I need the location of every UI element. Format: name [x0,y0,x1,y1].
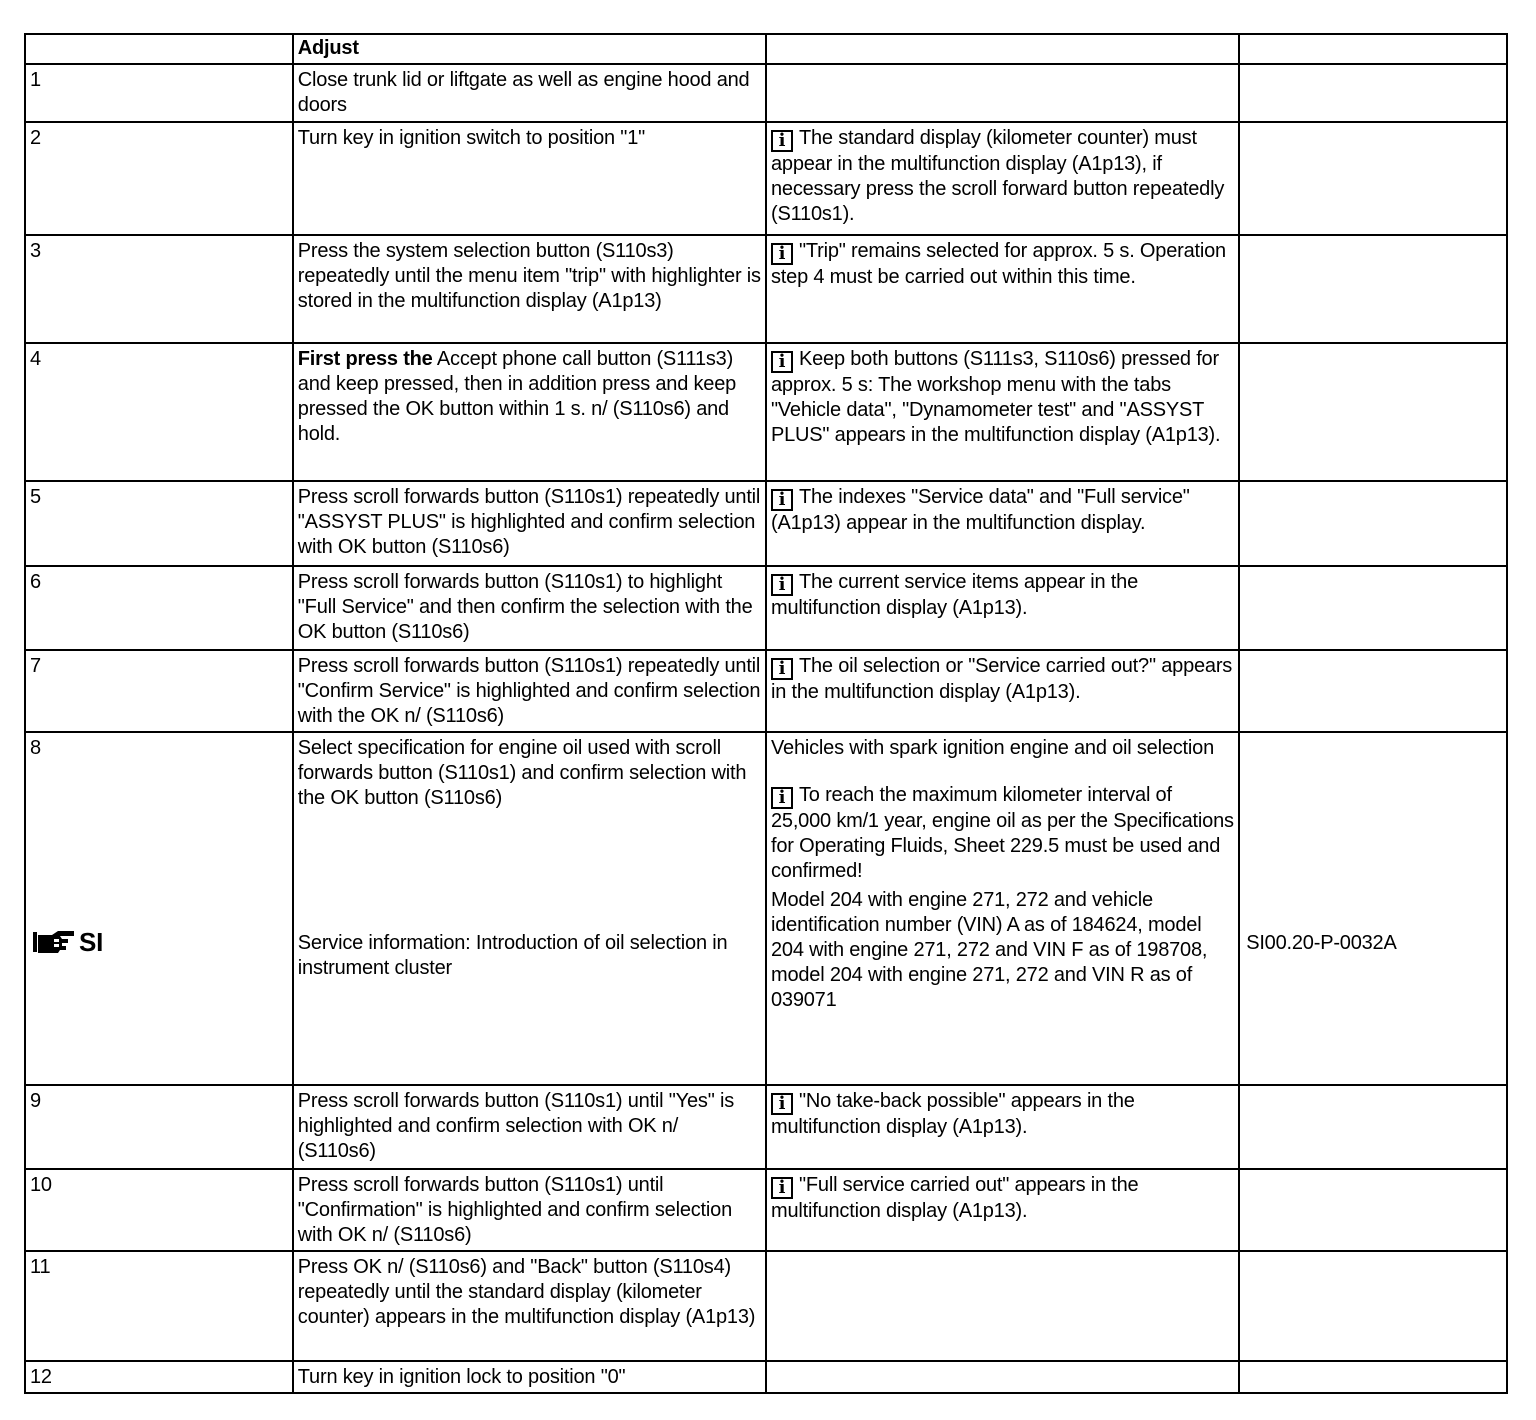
step-note [766,650,1239,732]
step-action: Press scroll forwards button (S110s1) to highlight "Full Service" and then confirm the selection with the OK button (S110s6) [293,566,766,650]
note-text: The standard display (kilometer counter) must appear in the multifunction display (A1p13), if necessary press the scroll forward button repeatedly (S110s1). [770,127,1225,225]
step-note [766,1251,1239,1361]
si-label: SI [79,927,104,957]
step-action: Turn key in ignition lock to position "0" [293,1361,766,1393]
step-note [766,732,1239,1085]
table-row [25,732,1507,1085]
step-reference [1239,650,1507,732]
table-row [25,650,1507,732]
note-text: "Trip" remains selected for approx. 5 s. Operation step 4 must be carried out within this time. [770,240,1226,288]
table-row [25,1251,1507,1361]
step-action-text: Accept phone call button (S111s3) and keep pressed, then in addition press and keep pressed the OK button within 1 s. n/ (S110s6) and hold. [297,348,737,445]
table-row [25,1361,1507,1393]
step-number: 6 [25,566,293,650]
step-note [766,481,1239,566]
step-action: Press OK n/ (S110s6) and "Back" button (S110s4) repeatedly until the standard display (kilometer counter) appears in the multifunction display (A1p13) [293,1251,766,1361]
info-icon: i [771,489,793,511]
step-action-text: Select specification for engine oil used with scroll forwards button (S110s1) and confirm selection with the OK button (S110s6) [297,737,747,809]
info-icon: i [771,130,793,152]
step-reference [1239,1361,1507,1393]
header-cell-step [25,34,293,64]
table-row [25,64,1507,122]
table-row [25,566,1507,650]
note-intro: Vehicles with spark ignition engine and oil selection [770,737,1214,759]
procedure-document [24,33,1508,1394]
step-note [766,235,1239,343]
step-number: 3 [25,235,293,343]
note-text: "Full service carried out" appears in the multifunction display (A1p13). [770,1174,1139,1222]
service-information-link[interactable] [32,929,103,955]
note-text: To reach the maximum kilometer interval of 25,000 km/1 year, engine oil as per the Specifications for Operating Fluids, Sheet 229.5 must be used and confirmed! [770,784,1234,882]
step-reference [1239,1169,1507,1251]
step-number: 8 [30,737,41,759]
step-reference [1239,1085,1507,1169]
step-action: Turn key in ignition switch to position "1" [293,122,766,235]
table-header-row [25,34,1507,64]
step-reference [1239,122,1507,235]
info-icon: i [771,351,793,373]
step-note [766,1361,1239,1393]
step-action: Press the system selection button (S110s3) repeatedly until the menu item "trip" with highlighter is stored in the multifunction display (A1p13) [293,235,766,343]
table-row [25,122,1507,235]
table-row [25,1085,1507,1169]
info-icon: i [771,787,793,809]
table-row [25,343,1507,481]
step-note [766,1085,1239,1169]
step-number: 7 [25,650,293,732]
si-action-text: Service information: Introduction of oil selection in instrument cluster [297,932,728,979]
si-reference-link[interactable]: SI00.20-P-0032A [1246,932,1397,954]
step-number: 4 [25,343,293,481]
step-number: 12 [25,1361,293,1393]
step-note [766,64,1239,122]
si-note-text: Model 204 with engine 271, 272 and vehicle identification number (VIN) A as of 184624, model 204 with engine 271, 272 and VIN F as of 198708, [770,889,1208,961]
step-action [293,732,766,1085]
step-reference [1239,481,1507,566]
table-row [25,481,1507,566]
step-number-cell [25,732,293,1085]
info-icon: i [771,1093,793,1115]
step-action: Press scroll forwards button (S110s1) until "Confirmation" is highlighted and confirm selection with OK n/ (S110s6) [293,1169,766,1251]
note-text: "No take-back possible" appears in the multifunction display (A1p13). [770,1090,1135,1138]
step-reference [1239,1251,1507,1361]
step-action-emphasis: First press the [297,348,433,370]
step-action: Press scroll forwards button (S110s1) repeatedly until "Confirm Service" is highlighted and confirm selection with the OK n/ (S110s6) [293,650,766,732]
header-cell-reference [1239,34,1507,64]
step-note [766,1169,1239,1251]
si-note-text-2: model 204 with engine 271, 272 and VIN R as of 039071 [770,964,1193,1011]
note-text: The current service items appear in the multifunction display (A1p13). [770,571,1139,619]
note-text: Keep both buttons (S111s3, S110s6) pressed for approx. 5 s: The workshop menu with the tabs "Vehicle data", "Dynamometer test" and "ASSYST PLUS" appears in the multifunction display (A1p13). [770,348,1221,446]
step-number: 10 [25,1169,293,1251]
step-note [766,343,1239,481]
table-row [25,1169,1507,1251]
step-number: 5 [25,481,293,566]
step-reference [1239,566,1507,650]
info-icon: i [771,658,793,680]
table-row [25,235,1507,343]
info-icon: i [771,1177,793,1199]
step-number: 1 [25,64,293,122]
note-text: The oil selection or "Service carried out?" appears in the multifunction display (A1p13). [770,655,1233,703]
header-cell-notes [766,34,1239,64]
step-action [293,343,766,481]
step-reference [1239,343,1507,481]
step-note [766,566,1239,650]
step-number: 11 [25,1251,293,1361]
step-action: Close trunk lid or liftgate as well as engine hood and doors [293,64,766,122]
step-action: Press scroll forwards button (S110s1) until "Yes" is highlighted and confirm selection with OK n/ (S110s6) [293,1085,766,1169]
info-icon: i [771,574,793,596]
header-cell-adjust: Adjust [293,34,766,64]
pointing-hand-icon [32,929,76,955]
info-icon: i [771,243,793,265]
procedure-table [24,33,1508,1394]
step-action: Press scroll forwards button (S110s1) repeatedly until "ASSYST PLUS" is highlighted and confirm selection with OK button (S110s6) [293,481,766,566]
note-text: The indexes "Service data" and "Full service" (A1p13) appear in the multifunction display. [770,486,1190,534]
step-reference [1239,64,1507,122]
step-number: 2 [25,122,293,235]
step-note [766,122,1239,235]
step-number: 9 [25,1085,293,1169]
step-reference [1239,732,1507,1085]
step-reference [1239,235,1507,343]
